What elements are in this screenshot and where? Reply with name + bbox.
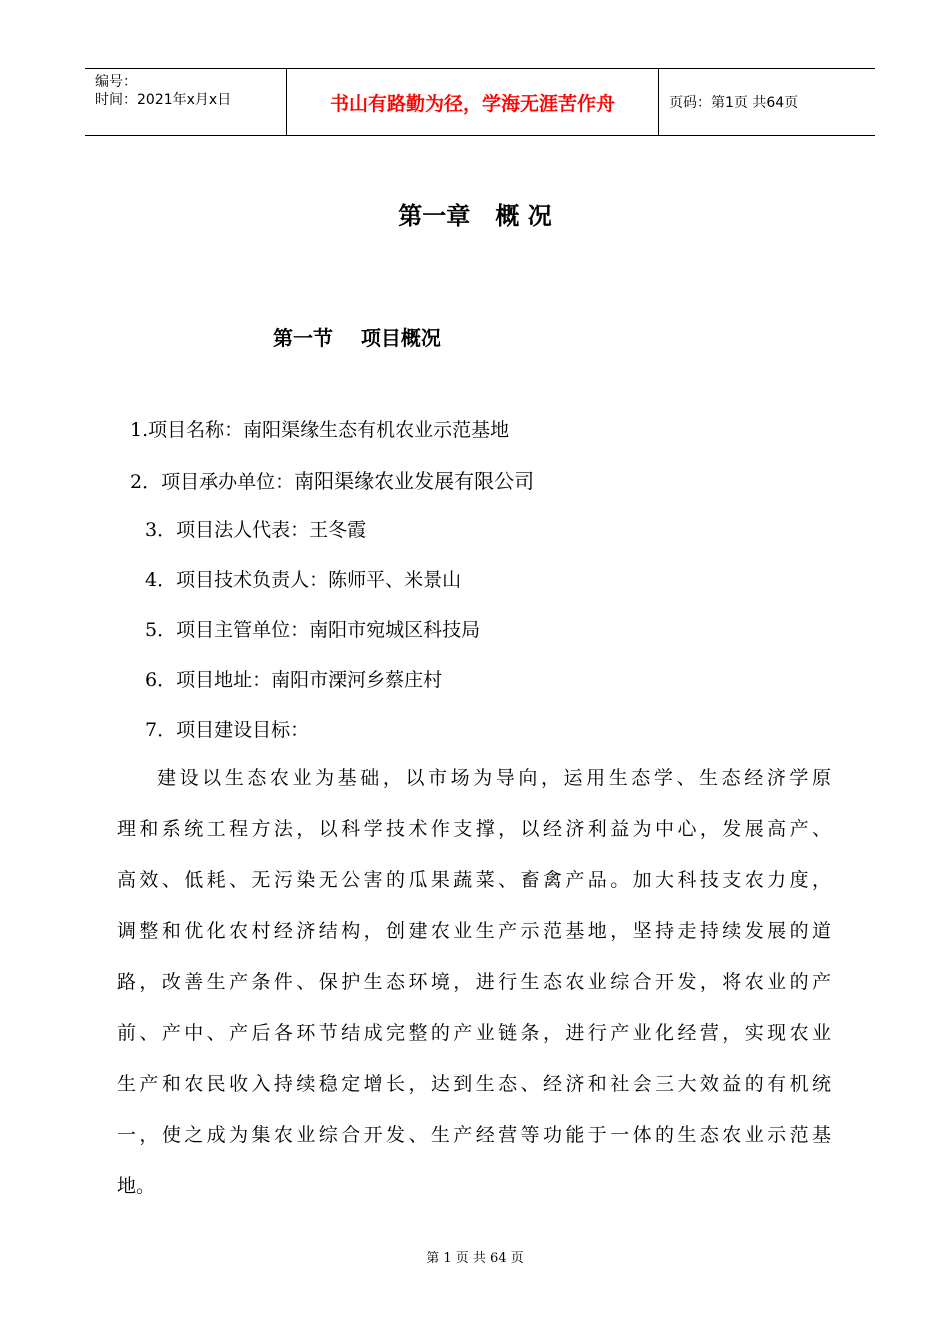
item-value: 南阳渠缘生态有机农业示范基地 — [243, 419, 510, 441]
goal-paragraph — [117, 759, 831, 1218]
item-project-name — [130, 415, 509, 442]
item-address — [145, 665, 442, 692]
header-number: 编号： — [95, 74, 137, 90]
item-label: 6．项目地址： — [145, 669, 272, 691]
header-page-info: 页码：第1页 共64页 — [669, 95, 799, 111]
paragraph-line: 一，使之成为集农业综合开发、生产经营等功能于一体的生态农业示范基 — [117, 1124, 831, 1146]
section-title: 第一节 项目概况 — [273, 326, 441, 350]
paragraph-line: 地。 — [117, 1175, 156, 1197]
item-label: 1.项目名称： — [130, 419, 244, 441]
paragraph-line: 生产和农民收入持续稳定增长，达到生态、经济和社会三大效益的有机统 — [117, 1073, 831, 1095]
item-value: 王冬霞 — [309, 519, 367, 541]
paragraph-line: 建设以生态农业为基础，以市场为导向，运用生态学、生态经济学原 — [157, 767, 831, 789]
paragraph-line: 理和系统工程方法，以科学技术作支撑，以经济利益为中心，发展高产、 — [117, 818, 831, 840]
header-motto: 书山有路勤为径，学海无涯苦作舟 — [287, 69, 659, 135]
chapter-title: 第一章 概 况 — [398, 202, 552, 230]
paragraph-line: 调整和优化农村经济结构，创建农业生产示范基地，坚持走持续发展的道 — [117, 920, 831, 942]
item-legal-rep — [145, 515, 366, 542]
item-tech-lead — [145, 565, 461, 592]
paragraph-line: 前、产中、产后各环节结成完整的产业链条，进行产业化经营，实现农业 — [117, 1022, 831, 1044]
header-time: 时间：2021年x月x日 — [95, 92, 232, 108]
item-label: 4．项目技术负责人： — [145, 569, 329, 591]
paragraph-line: 路，改善生产条件、保护生态环境，进行生态农业综合开发，将农业的产 — [117, 971, 831, 993]
item-label: 7．项目建设目标： — [145, 719, 310, 741]
item-value: 南阳市宛城区科技局 — [309, 619, 481, 641]
item-goal — [145, 715, 309, 742]
page-header — [85, 68, 875, 136]
item-label: 5．项目主管单位： — [145, 619, 310, 641]
item-value: 陈师平、米景山 — [328, 569, 462, 591]
header-meta — [85, 69, 287, 135]
item-host-unit — [130, 465, 534, 494]
page-footer: 第 1 页 共 64 页 — [426, 1251, 524, 1266]
item-label: 3．项目法人代表： — [145, 519, 310, 541]
item-value: 南阳渠缘农业发展有限公司 — [294, 469, 535, 493]
item-supervisor — [145, 615, 480, 642]
item-value: 南阳市溧河乡蔡庄村 — [271, 669, 443, 691]
paragraph-line: 高效、低耗、无污染无公害的瓜果蔬菜、畜禽产品。加大科技支农力度， — [117, 869, 831, 891]
item-label: 2．项目承办单位： — [130, 471, 295, 493]
